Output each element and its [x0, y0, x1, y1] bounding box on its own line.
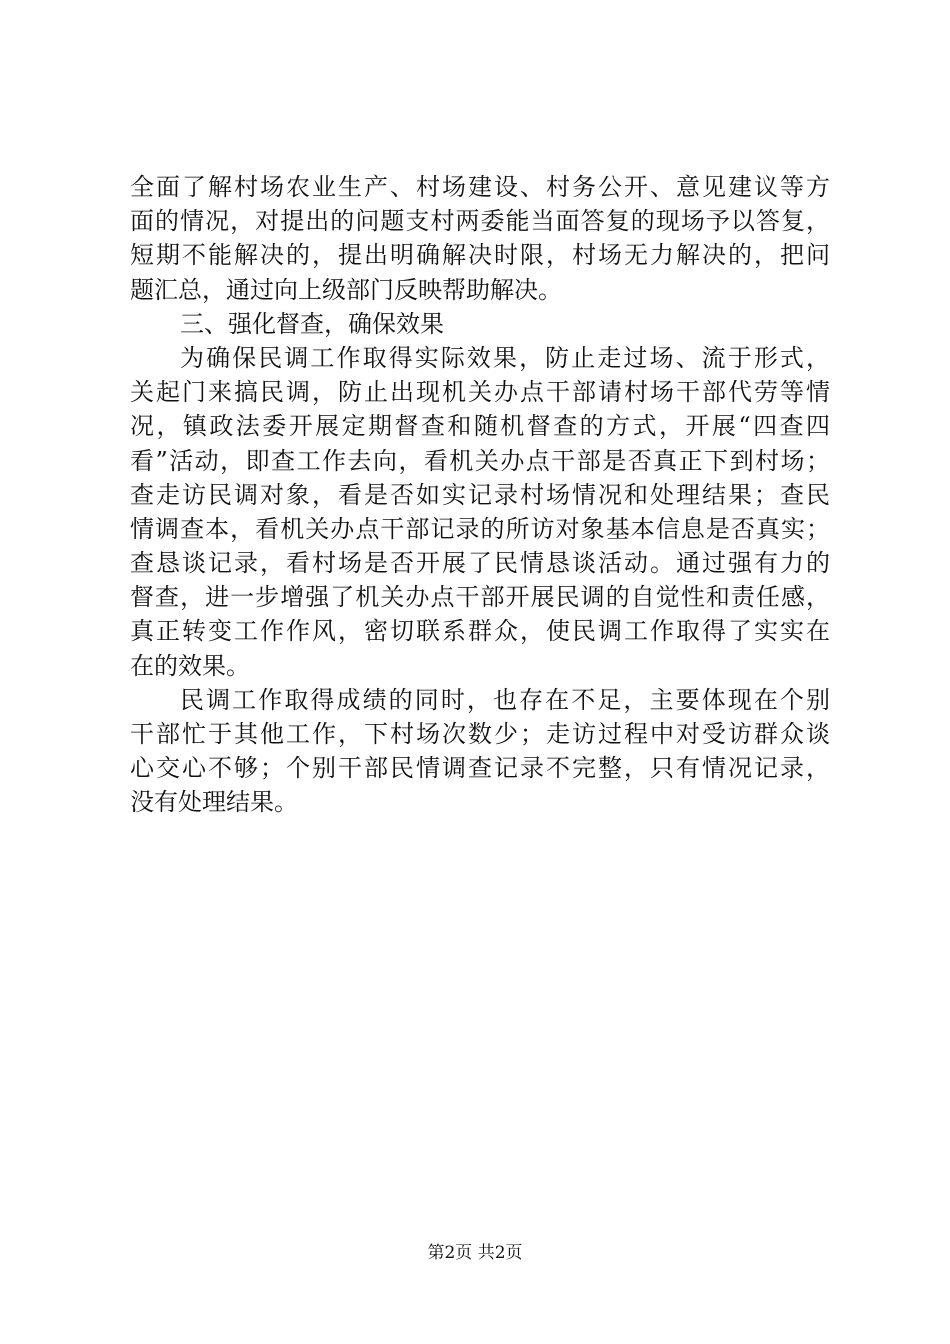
document-body [130, 170, 830, 820]
text-line: 民调工作取得成绩的同时，也存在不足，主要体现在个别 [180, 685, 830, 714]
text-line: 况，镇政法委开展定期督查和随机督查的方式，开展“四查四 [130, 412, 830, 441]
text-line: 三、强化督查，确保效果 [180, 309, 444, 338]
text-line: 查恳谈记录，看村场是否开展了民情恳谈活动。通过强有力的 [130, 549, 830, 578]
text-line: 情调查本，看机关办点干部记录的所访对象基本信息是否真实； [130, 514, 830, 543]
text-line: 干部忙于其他工作，下村场次数少；走访过程中对受访群众谈 [130, 720, 830, 748]
text-line: 心交心不够；个别干部民情调查记录不完整，只有情况记录， [130, 754, 830, 783]
text-line: 看”活动，即查工作去向，看机关办点干部是否真正下到村场； [130, 446, 830, 475]
text-line: 督查，进一步增强了机关办点干部开展民调的自觉性和责任感， [130, 583, 830, 612]
text-line: 面的情况，对提出的问题支村两委能当面答复的现场予以答复， [130, 207, 830, 236]
text-line: 在的效果。 [130, 651, 250, 680]
text-line: 为确保民调工作取得实际效果，防止走过场、流于形式， [180, 343, 830, 372]
text-line: 全面了解村场农业生产、村场建设、村务公开、意见建议等方 [130, 173, 830, 201]
text-line: 没有处理结果。 [130, 788, 298, 817]
text-line: 短期不能解决的，提出明确解决时限，村场无力解决的，把问 [130, 241, 830, 270]
page-footer: 第2页 共2页 [427, 1243, 523, 1263]
text-line: 题汇总，通过向上级部门反映帮助解决。 [130, 275, 562, 304]
text-line: 查走访民调对象，看是否如实记录村场情况和处理结果；查民 [130, 480, 830, 509]
text-line: 关起门来搞民调，防止出现机关办点干部请村场干部代劳等情 [130, 378, 830, 407]
text-line: 真正转变工作作风，密切联系群众，使民调工作取得了实实在 [130, 617, 830, 646]
